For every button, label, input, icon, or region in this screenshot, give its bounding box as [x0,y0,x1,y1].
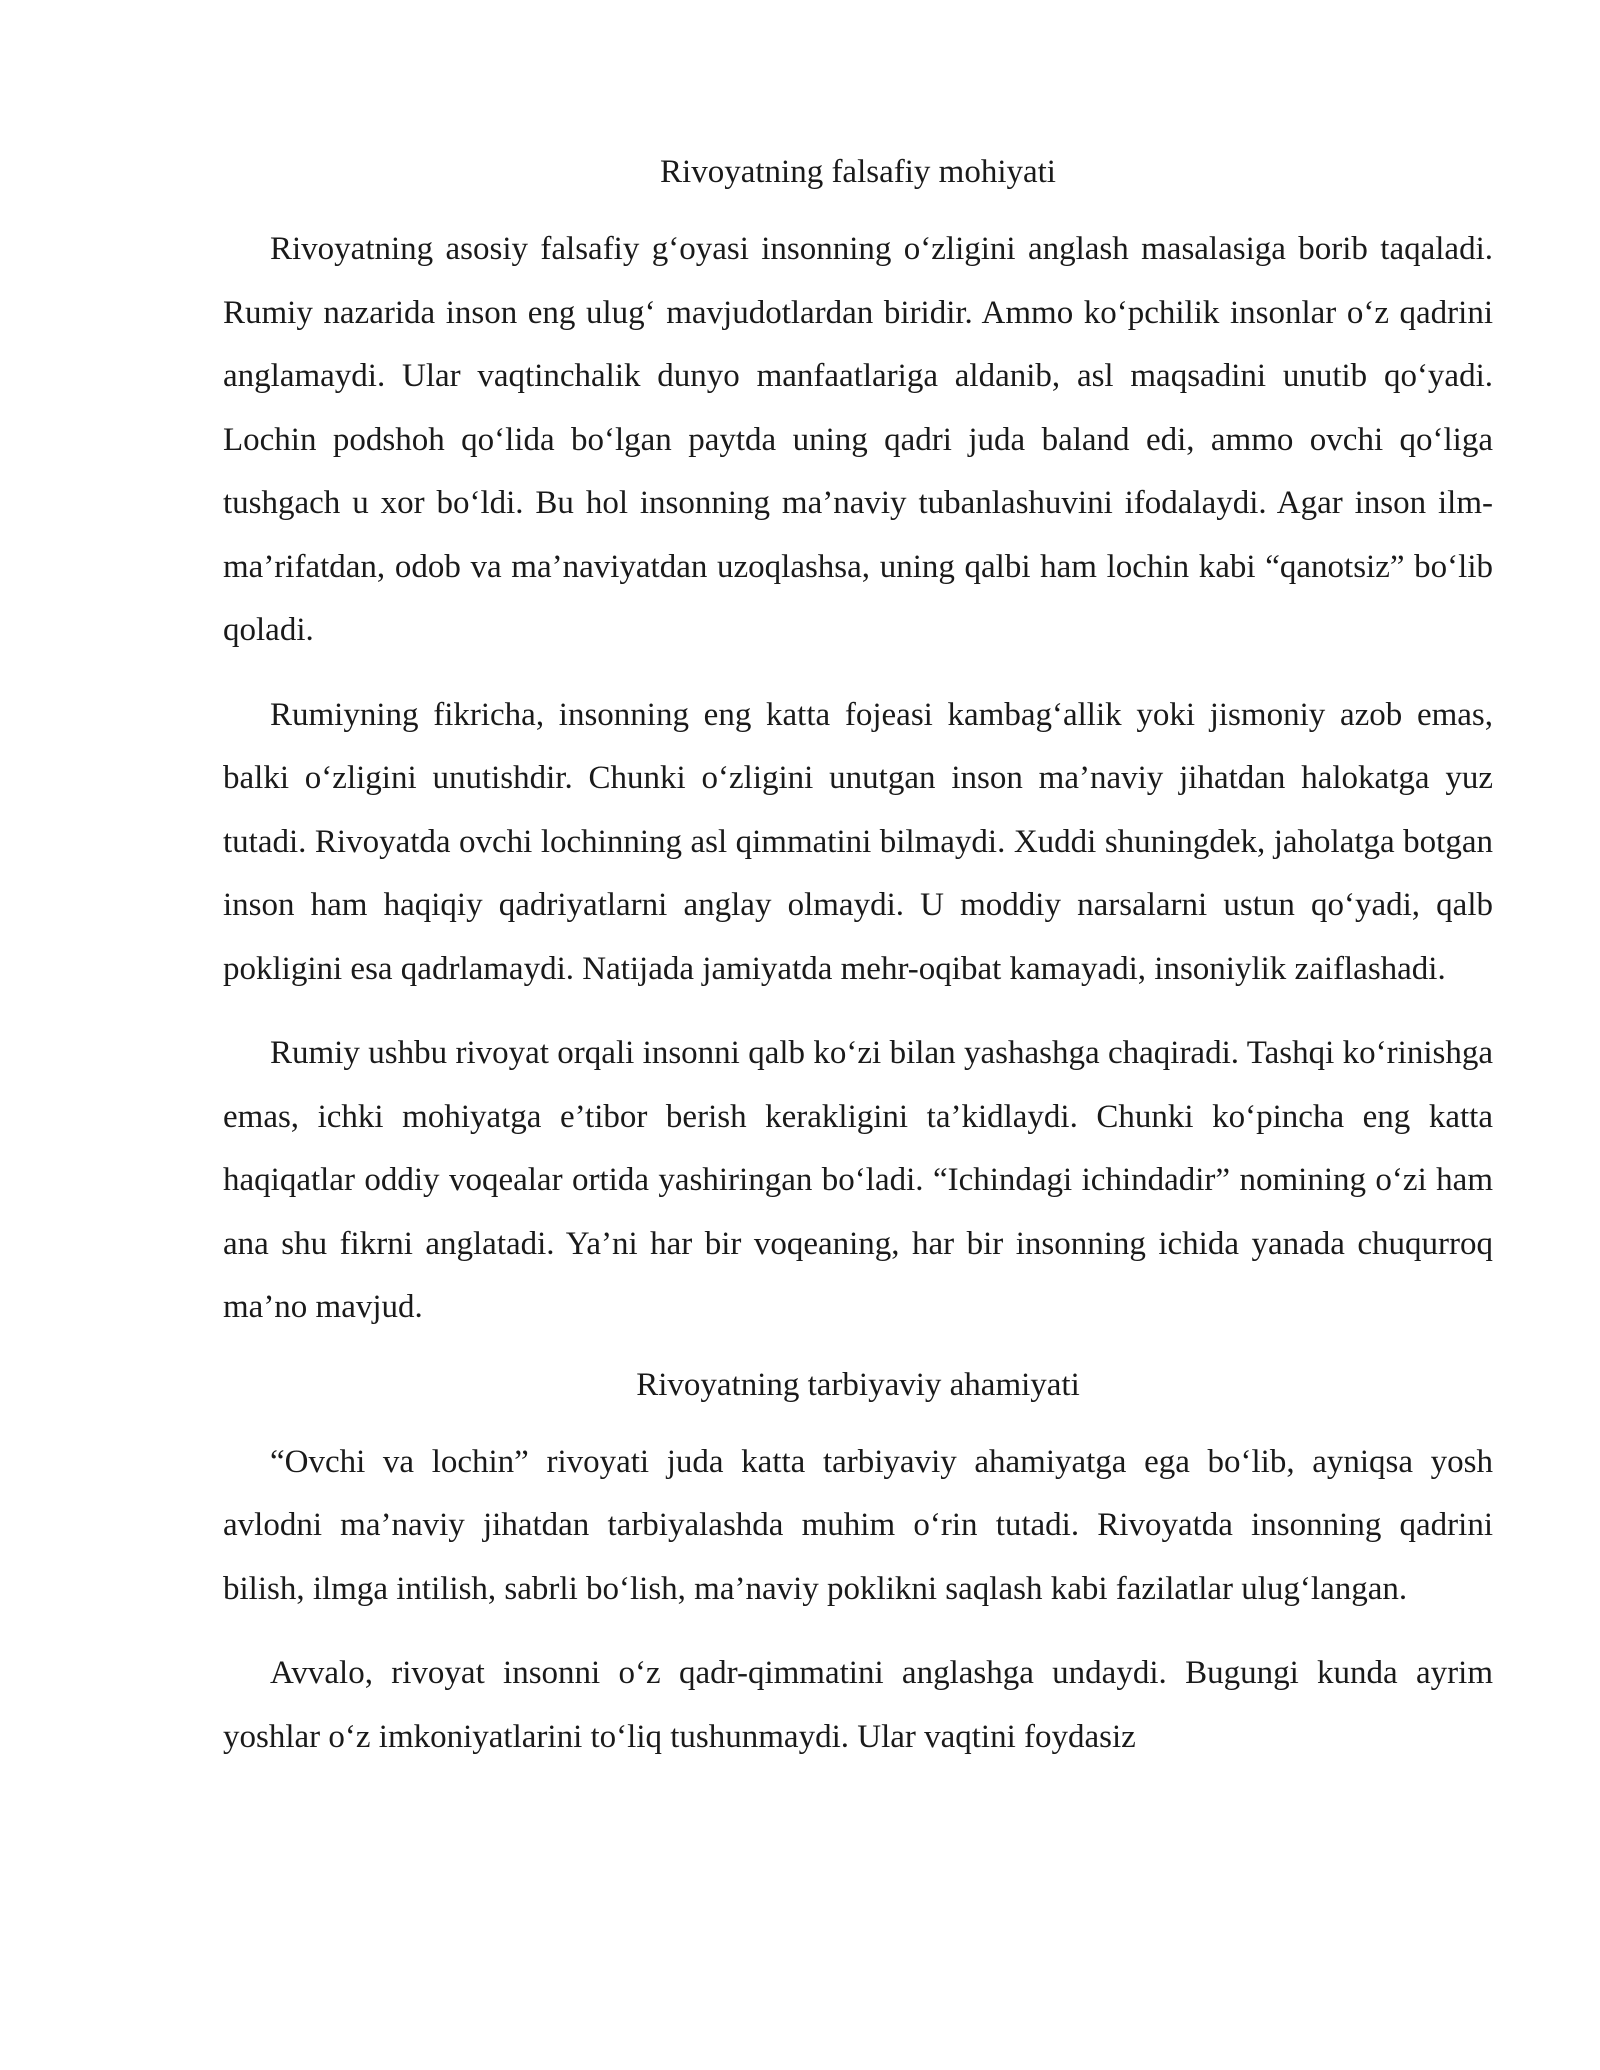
paragraph-3: Rumiy ushbu rivoyat orqali insonni qalb ko‘zi bilan yashashga chaqiradi. Tashqi ko‘rinishga emas, ichki mohiyatga e’tibor berish kerakligini ta’kidlaydi. Chunki ko‘pincha eng katta haqiqatlar oddiy voqealar ortida yashiringan bo‘ladi. “Ichindagi ichindadir” nomining o‘zi ham ana shu fikrni anglatadi. Ya’ni har bir voqeaning, har bir insonning ichida yanada chuqurroq ma’no mavjud. [223,1035,1493,1325]
paragraph-1: Rivoyatning asosiy falsafiy g‘oyasi insonning o‘zligini anglash masalasiga borib taqaladi. Rumiy nazarida inson eng ulug‘ mavjudotlardan biridir. Ammo ko‘pchilik insonlar o‘z qadrini anglamaydi. Ular vaqtinchalik dunyo manfaatlariga aldanib, asl maqsadini unutib qo‘yadi. Lochin podshoh qo‘lida bo‘lgan paytda uning qadri juda baland edi, ammo ovchi qo‘liga tushgach u xor bo‘ldi. Bu hol insonning ma’naviy tubanlashuvini ifodalaydi. Agar inson ilm-ma’rifatdan, odob va ma’naviyatdan uzoqlashsa, uning qalbi ham lochin kabi “qanotsiz” bo‘lib qoladi. [223,231,1493,648]
paragraph-2: Rumiyning fikricha, insonning eng katta fojeasi kambag‘allik yoki jismoniy azob emas, balki o‘zligini unutishdir. Chunki o‘zligini unutgan inson ma’naviy jihatdan halokatga yuz tutadi. Rivoyatda ovchi lochinning asl qimmatini bilmaydi. Xuddi shuningdek, jaholatga botgan inson ham haqiqiy qadriyatlarni anglay olmaydi. U moddiy narsalarni ustun qo‘yadi, qalb pokligini esa qadrlamaydi. Natijada jamiyatda mehr-oqibat kamayadi, insoniylik zaiflashadi. [223,696,1493,987]
paragraph-4: “Ovchi va lochin” rivoyati juda katta tarbiyaviy ahamiyatga ega bo‘lib, ayniqsa yosh avlodni ma’naviy jihatdan tarbiyalashda muhim o‘rin tutadi. Rivoyatda insonning qadrini bilish, ilmga intilish, sabrli bo‘lish, ma’naviy poklikni saqlash kabi fazilatlar ulug‘langan. [223,1443,1493,1607]
paragraph-5: Avvalo, rivoyat insonni o‘z qadr-qimmatini anglashga undaydi. Bugungi kunda ayrim yoshlar o‘z imkoniyatlarini to‘liq tushunmaydi. Ular vaqtini foydasiz [223,1655,1493,1755]
section-heading-philosophical: Rivoyatning falsafiy mohiyati [660,154,1056,190]
document-page [223,148,1493,1769]
section-heading-educational: Rivoyatning tarbiyaviy ahamiyati [636,1366,1080,1403]
